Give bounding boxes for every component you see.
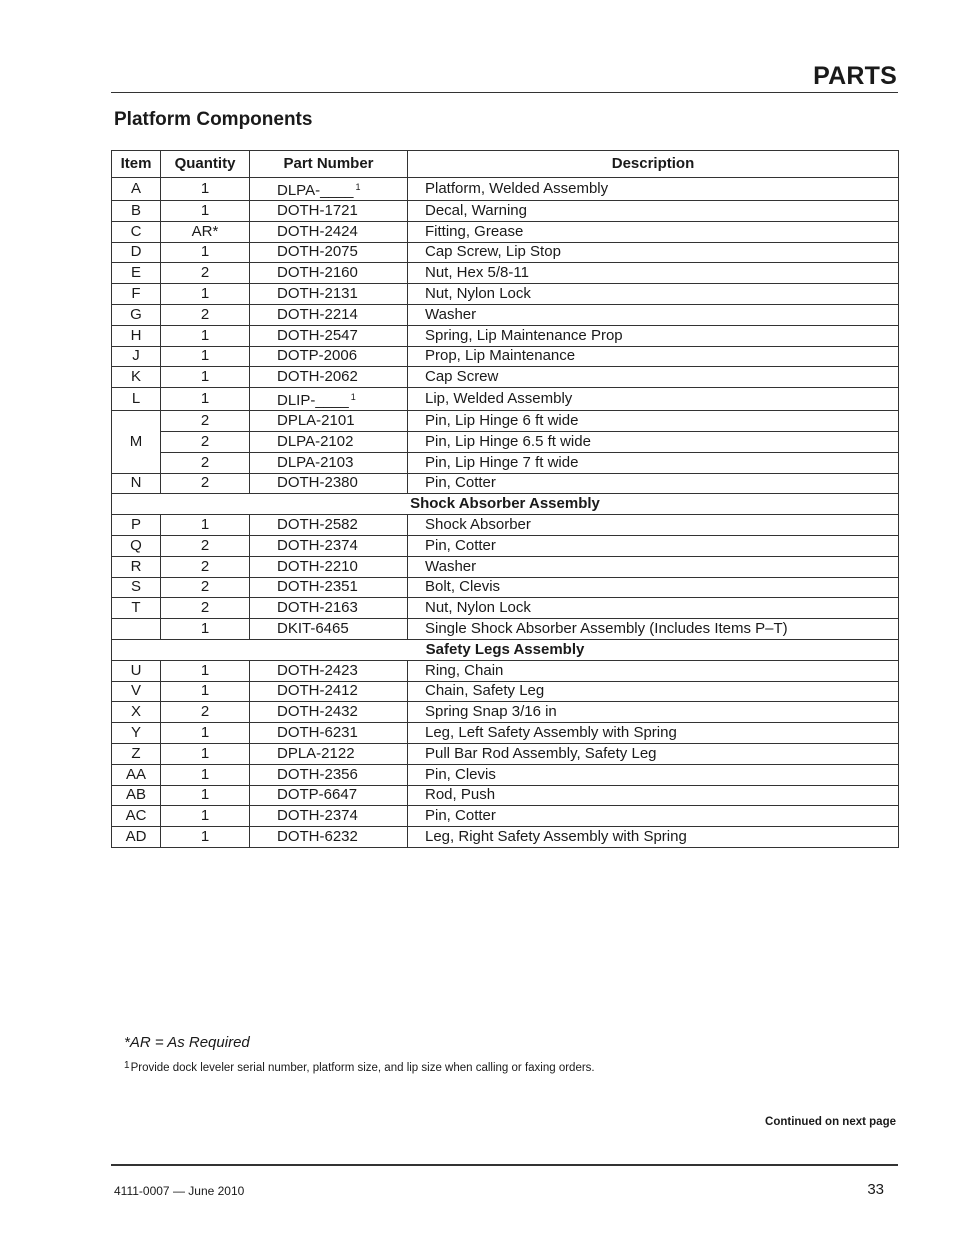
part-number-cell [250,284,408,305]
part-number-cell-text: DOTH-2075 [277,243,358,261]
as-required-note: *AR = As Required [124,1034,250,1051]
quantity-cell-text: 1 [200,347,210,365]
table-row [112,304,899,325]
quantity-cell-text: 1 [200,516,210,534]
footnote-reference: 1 [355,182,361,192]
description-cell [408,743,899,764]
description-cell [408,785,899,806]
description-cell-text: Fitting, Grease [425,222,524,240]
part-number-cell-text: DOTH-2582 [277,516,358,534]
table-row [112,388,899,411]
part-number-cell [250,431,408,452]
table-row [112,515,899,536]
item-cell [112,577,161,598]
description-cell [408,806,899,827]
table-row [112,660,899,681]
description-cell [408,367,899,388]
item-cell-text: Y [130,724,141,742]
item-cell [112,178,161,201]
shock-absorber-subheader-cell: Shock Absorber Assembly [112,494,899,515]
description-cell-text: Bolt, Clevis [425,578,501,596]
table-row [112,806,899,827]
footnote-reference: 1 [350,392,356,403]
quantity-cell [161,598,250,619]
description-cell-text: Pin, Lip Hinge 6.5 ft wide [425,432,591,450]
item-cell [112,221,161,242]
description-cell-text: Prop, Lip Maintenance [425,347,576,365]
continued-note: Continued on next page [765,1116,896,1128]
description-cell [408,619,899,640]
part-number-cell-text: DOTH-2163 [277,599,358,617]
quantity-cell [161,577,250,598]
parts-table-body [112,178,899,848]
part-number-cell [250,702,408,723]
quantity-cell-text: 2 [200,453,210,471]
item-cell [112,702,161,723]
part-number-cell-text: DOTH-2062 [277,368,358,386]
item-cell-text: E [130,264,141,282]
quantity-cell-text: 1 [200,765,210,783]
quantity-cell [161,367,250,388]
item-cell [112,556,161,577]
document-id: 4111-0007 — June 2010 [114,1184,245,1198]
part-number-cell-text: DOTH-1721 [277,201,358,219]
section-title: PARTS [813,62,897,90]
item-cell-text: J [132,347,140,365]
part-number-cell [250,178,408,201]
item-cell [112,515,161,536]
quantity-cell [161,806,250,827]
part-number-cell-text: DOTH-2424 [277,222,358,240]
top-rule [111,92,898,93]
footnote-mark: 1 [124,1060,130,1071]
description-cell [408,681,899,702]
item-cell [112,681,161,702]
description-cell [408,201,899,222]
part-number-cell-text: DOTH-2423 [277,661,358,679]
description-cell-text: Spring Snap 3/16 in [425,703,557,721]
description-cell [408,556,899,577]
part-number-cell-text: DKIT-6465 [277,620,349,638]
column-header-quantity: Quantity [161,151,250,178]
description-cell-text: Pin, Lip Hinge 6 ft wide [425,412,579,430]
quantity-cell [161,431,250,452]
description-cell-text: Cap Screw [425,368,499,386]
description-cell [408,388,899,411]
description-cell-text: Pin, Cotter [425,536,496,554]
part-number-cell-text: DOTP-2006 [277,347,358,365]
item-cell-text: L [131,390,141,408]
part-number-cell-text: DOTH-6231 [277,724,358,742]
item-cell-text: N [130,474,142,492]
quantity-cell-text: AR* [191,222,219,240]
quantity-cell [161,473,250,494]
description-cell [408,452,899,473]
quantity-cell-text: 1 [200,201,210,219]
item-cell-text: V [130,682,141,700]
quantity-cell-text: 1 [200,682,210,700]
quantity-cell-text: 1 [200,807,210,825]
table-row [112,577,899,598]
quantity-cell-text: 1 [200,828,210,845]
part-number-cell [250,598,408,619]
quantity-cell [161,535,250,556]
item-cell-text: F [131,285,141,303]
item-cell-text: C [130,222,142,240]
part-number-cell [250,681,408,702]
description-cell-text: Pin, Cotter [425,474,496,492]
item-cell-text: X [130,703,141,721]
quantity-cell [161,660,250,681]
quantity-cell [161,723,250,744]
description-cell-text: Ring, Chain [425,661,504,679]
table-row [112,284,899,305]
description-cell [408,346,899,367]
part-number-cell-text: DOTH-2351 [277,578,358,596]
table-row [112,535,899,556]
table-row [112,827,899,848]
table-row [112,681,899,702]
quantity-cell-text: 1 [200,180,210,197]
part-number-cell-text: DOTP-6647 [277,786,358,804]
quantity-cell-text: 2 [200,412,210,430]
description-cell [408,304,899,325]
part-number-cell-text: DOTH-2356 [277,765,358,783]
item-cell [112,764,161,785]
quantity-cell-text: 1 [200,243,210,261]
quantity-cell-text: 2 [200,578,210,596]
quantity-cell [161,388,250,411]
item-cell-text: K [130,368,141,386]
quantity-cell-text: 1 [200,390,210,408]
part-number-cell-text: DOTH-2432 [277,703,358,721]
description-cell [408,660,899,681]
part-number-cell [250,263,408,284]
quantity-cell-text: 2 [200,474,210,492]
description-cell [408,263,899,284]
description-cell [408,598,899,619]
quantity-cell-text: 1 [200,661,210,679]
part-number-cell [250,764,408,785]
part-number-cell [250,452,408,473]
table-row [112,723,899,744]
part-number-cell [250,535,408,556]
description-cell [408,764,899,785]
description-cell-text: Pin, Lip Hinge 7 ft wide [425,453,579,471]
item-cell-text: S [130,578,141,596]
item-cell [112,388,161,411]
item-cell-text: AA [125,765,146,783]
part-number-cell [250,388,408,411]
quantity-cell [161,201,250,222]
part-number-cell-text: DLPA-____ [277,182,354,199]
quantity-cell [161,452,250,473]
quantity-cell-text: 2 [200,432,210,450]
description-cell-text: Single Shock Absorber Assembly (Includes Items P–T) [425,620,788,638]
item-cell [112,723,161,744]
quantity-cell-text: 1 [200,724,210,742]
quantity-cell-text: 2 [200,264,210,282]
quantity-cell-text: 1 [200,620,210,638]
description-cell [408,473,899,494]
quantity-cell [161,681,250,702]
description-cell-text: Decal, Warning [425,201,527,219]
item-cell [112,325,161,346]
item-cell [112,598,161,619]
shock-absorber-subheader [112,494,899,515]
item-cell-text: AB [125,786,146,804]
item-cell [112,743,161,764]
table-header-row [112,151,899,178]
item-cell-text: AC [125,807,147,825]
description-cell [408,411,899,432]
part-number-cell-text: DOTH-2374 [277,536,358,554]
item-cell-text: P [130,516,141,534]
part-number-cell [250,201,408,222]
item-cell-text: M [129,432,143,450]
quantity-cell [161,221,250,242]
footnote [124,1060,595,1074]
table-row [112,263,899,284]
item-cell-text: Q [130,536,142,554]
item-cell [112,660,161,681]
item-cell-text: AD [125,828,147,845]
table-row [112,743,899,764]
description-cell-text: Spring, Lip Maintenance Prop [425,326,623,344]
item-cell [112,367,161,388]
item-cell [112,304,161,325]
quantity-cell [161,702,250,723]
item-cell-text: D [130,243,142,261]
item-cell [112,201,161,222]
table-row [112,473,899,494]
table-row [112,702,899,723]
table-row [112,452,899,473]
description-cell-text: Pull Bar Rod Assembly, Safety Leg [425,744,657,762]
part-number-cell [250,515,408,536]
part-number-cell [250,806,408,827]
part-number-cell [250,346,408,367]
part-number-cell-text: DLPA-2103 [277,453,354,471]
table-row [112,598,899,619]
description-cell [408,577,899,598]
item-cell-text: R [130,557,142,575]
quantity-cell [161,346,250,367]
part-number-cell-text: DOTH-2131 [277,285,358,303]
part-number-cell [250,473,408,494]
item-cell [112,473,161,494]
item-cell [112,535,161,556]
part-number-cell-text: DOTH-2214 [277,305,358,323]
table-row [112,325,899,346]
table-row [112,221,899,242]
part-number-cell [250,743,408,764]
footnote-text: Provide dock leveler serial number, platform size, and lip size when calling or faxing orders. [130,1062,595,1074]
parts-table [111,150,899,848]
quantity-cell [161,304,250,325]
description-cell [408,431,899,452]
quantity-cell [161,785,250,806]
part-number-cell [250,660,408,681]
item-cell [112,806,161,827]
quantity-cell-text: 2 [200,305,210,323]
item-cell [112,827,161,848]
table-row [112,242,899,263]
description-cell-text: Lip, Welded Assembly [425,390,573,408]
part-number-cell-text: DPLA-2122 [277,744,355,762]
part-number-cell [250,785,408,806]
part-number-cell-text: DLPA-2102 [277,432,354,450]
description-cell [408,723,899,744]
description-cell [408,325,899,346]
part-number-cell [250,325,408,346]
part-number-cell-text: DOTH-2374 [277,807,358,825]
item-cell [112,284,161,305]
column-header-item: Item [112,151,161,178]
description-cell [408,242,899,263]
quantity-cell-text: 1 [200,744,210,762]
quantity-cell [161,284,250,305]
quantity-cell [161,242,250,263]
part-number-cell [250,411,408,432]
description-cell-text: Platform, Welded Assembly [425,180,609,197]
description-cell-text: Leg, Left Safety Assembly with Spring [425,724,677,742]
item-cell-text: G [130,305,142,323]
part-number-cell-text: DOTH-6232 [277,828,358,845]
table-row [112,411,899,432]
quantity-cell-text: 2 [200,557,210,575]
item-cell [112,346,161,367]
part-number-cell [250,367,408,388]
part-number-cell-text: DLIP-____ [277,392,349,410]
description-cell [408,827,899,848]
item-cell [112,619,161,640]
table-row [112,201,899,222]
safety-legs-subheader-cell: Safety Legs Assembly [112,639,899,660]
table-row [112,619,899,640]
part-number-cell-text: DOTH-2210 [277,557,358,575]
part-number-cell-text: DOTH-2412 [277,682,358,700]
part-number-cell [250,827,408,848]
part-number-cell-text: DOTH-2160 [277,264,358,282]
description-cell-text: Nut, Nylon Lock [425,285,531,303]
table-row [112,367,899,388]
quantity-cell-text: 1 [200,368,210,386]
item-cell-text: Z [131,744,141,762]
description-cell-text: Washer [425,305,477,323]
description-cell [408,515,899,536]
item-cell [112,411,161,473]
description-cell-text: Shock Absorber [425,516,531,534]
description-cell-text: Washer [425,557,477,575]
quantity-cell-text: 1 [200,285,210,303]
quantity-cell-text: 2 [200,599,210,617]
item-cell-text: U [130,661,142,679]
item-cell-text: A [130,180,141,197]
item-cell-text: H [130,326,142,344]
part-number-cell-text: DOTH-2380 [277,474,358,492]
quantity-cell [161,556,250,577]
item-cell-text: T [131,599,141,617]
quantity-cell-text: 1 [200,326,210,344]
description-cell [408,702,899,723]
description-cell [408,284,899,305]
quantity-cell [161,263,250,284]
description-cell-text: Nut, Hex 5/8-11 [425,264,529,282]
part-number-cell [250,619,408,640]
part-number-cell-text: DOTH-2547 [277,326,358,344]
part-number-cell [250,242,408,263]
description-cell-text: Pin, Cotter [425,807,496,825]
page-number: 33 [867,1181,884,1198]
table-row [112,178,899,201]
part-number-cell [250,556,408,577]
quantity-cell [161,178,250,201]
column-header-part-number: Part Number [250,151,408,178]
description-cell-text: Nut, Nylon Lock [425,599,531,617]
quantity-cell [161,764,250,785]
quantity-cell-text: 1 [200,786,210,804]
description-cell-text: Chain, Safety Leg [425,682,545,700]
table-row [112,431,899,452]
quantity-cell [161,827,250,848]
safety-legs-subheader [112,639,899,660]
quantity-cell [161,411,250,432]
description-cell-text: Rod, Push [425,786,496,804]
part-number-cell [250,304,408,325]
column-header-description: Description [408,151,899,178]
quantity-cell [161,619,250,640]
item-cell-text: B [130,201,141,219]
item-cell [112,785,161,806]
quantity-cell-text: 2 [200,703,210,721]
table-row [112,764,899,785]
page-title: Platform Components [114,109,313,130]
quantity-cell [161,743,250,764]
table-row [112,346,899,367]
description-cell [408,535,899,556]
description-cell-text: Cap Screw, Lip Stop [425,243,561,261]
part-number-cell-text: DPLA-2101 [277,412,355,430]
quantity-cell [161,515,250,536]
part-number-cell [250,577,408,598]
description-cell [408,178,899,201]
table-row [112,556,899,577]
part-number-cell [250,723,408,744]
bottom-rule [111,1164,898,1166]
table-row [112,785,899,806]
item-cell [112,242,161,263]
part-number-cell [250,221,408,242]
item-cell [112,263,161,284]
quantity-cell-text: 2 [200,536,210,554]
description-cell-text: Leg, Right Safety Assembly with Spring [425,828,687,845]
quantity-cell [161,325,250,346]
description-cell-text: Pin, Clevis [425,765,496,783]
description-cell [408,221,899,242]
